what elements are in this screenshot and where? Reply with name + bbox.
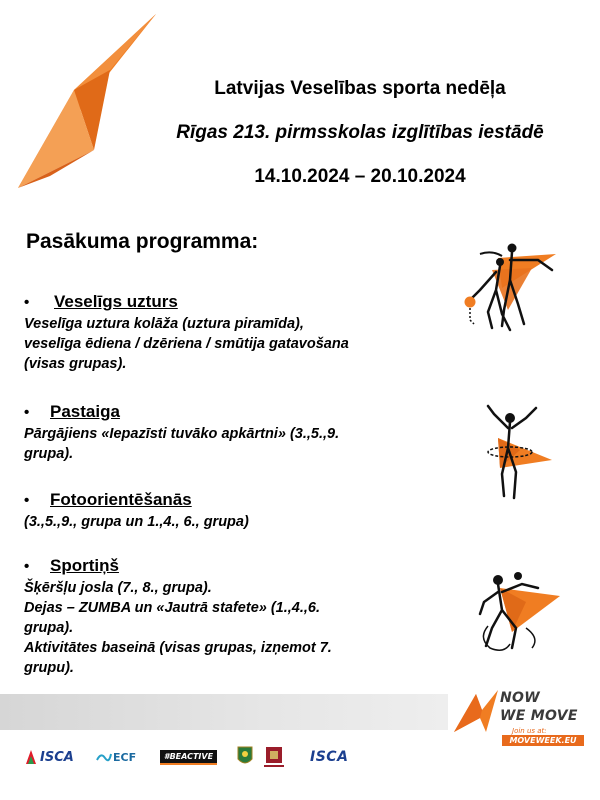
section-body — [24, 512, 444, 532]
section-sports — [24, 556, 444, 678]
isca-flame-icon — [24, 748, 38, 766]
body-line: Dejas – ZUMBA un «Jautrā stafete» (1.,4.,6. — [24, 600, 321, 616]
stick-figure-dance-icon — [476, 568, 566, 654]
body-line: Veselīga uztura kolāža (uztura piramīda), — [24, 316, 304, 332]
moveweek-url: MOVEWEEK.EU — [502, 735, 584, 746]
ecf-logo — [96, 744, 136, 770]
latvian-coat-of-arms-1 — [236, 744, 254, 770]
body-line: grupu). — [24, 660, 74, 676]
body-line: grupa). — [24, 446, 74, 462]
now-we-move-arrow-icon — [452, 688, 500, 734]
isca-text: ISCA — [310, 749, 349, 765]
section-body — [24, 424, 444, 464]
body-line: Šķēršļu josla (7., 8., grupa). — [24, 580, 212, 596]
body-line: Pārgājiens «Iepazīsti tuvāko apkārtni» (3.,5.,9. — [24, 426, 340, 442]
section-body — [24, 314, 444, 374]
institution-name: Rīgas 213. pirmsskolas izglītības iestādē — [176, 122, 544, 143]
join-us-label: Join us at: — [512, 727, 547, 735]
beactive-logo — [160, 744, 217, 770]
section-heading: Veselīgs uzturs — [54, 292, 178, 311]
event-title: Latvijas Veselības sporta nedēļa — [214, 78, 506, 99]
body-line: grupa). — [24, 620, 74, 636]
header — [160, 78, 560, 188]
section-healthy-nutrition — [24, 292, 444, 374]
body-line: veselīga ēdiena / dzēriena / smūtija gatavošana — [24, 336, 349, 352]
section-heading: Sportiņš — [50, 556, 119, 575]
body-line: Aktivitātes baseinā (visas grupas, izņemot 7. — [24, 640, 332, 656]
body-line: (visas grupas). — [24, 356, 127, 372]
latvian-coat-of-arms-2 — [262, 744, 286, 770]
ecf-wave-icon — [96, 750, 112, 764]
date-range: 14.10.2024 – 20.10.2024 — [254, 166, 466, 187]
footer-band — [0, 694, 448, 730]
section-heading: Pastaiga — [50, 402, 120, 421]
isca-logo-right — [310, 744, 348, 770]
section-walk — [24, 402, 444, 464]
orange-arrow-logo-icon — [14, 12, 164, 192]
bullet: • — [24, 404, 30, 421]
ecf-text: ECF — [113, 750, 137, 764]
isca-text: ISCA — [40, 749, 74, 765]
now-we-move-logo — [452, 688, 592, 752]
isca-logo-left — [24, 744, 74, 770]
bullet: • — [24, 294, 30, 311]
now-we-move-line2: WE MOVE — [500, 708, 578, 724]
now-we-move-line1: NOW — [500, 690, 540, 706]
bullet: • — [24, 558, 30, 575]
section-heading: Fotoorientēšanās — [50, 490, 192, 509]
section-photo-orienteering — [24, 490, 444, 532]
program-title: Pasākuma programma: — [26, 230, 259, 253]
riga-coat-of-arms-icon — [262, 745, 286, 769]
bullet: • — [24, 492, 30, 509]
section-body — [24, 578, 444, 678]
stick-figure-basketball-icon — [462, 240, 562, 336]
beactive-text: #BEACTIVE — [160, 750, 217, 765]
stick-figure-hoop-icon — [480, 404, 560, 504]
body-line: (3.,5.,9., grupa un 1.,4., 6., grupa) — [24, 514, 249, 530]
coat-of-arms-icon — [236, 745, 254, 769]
